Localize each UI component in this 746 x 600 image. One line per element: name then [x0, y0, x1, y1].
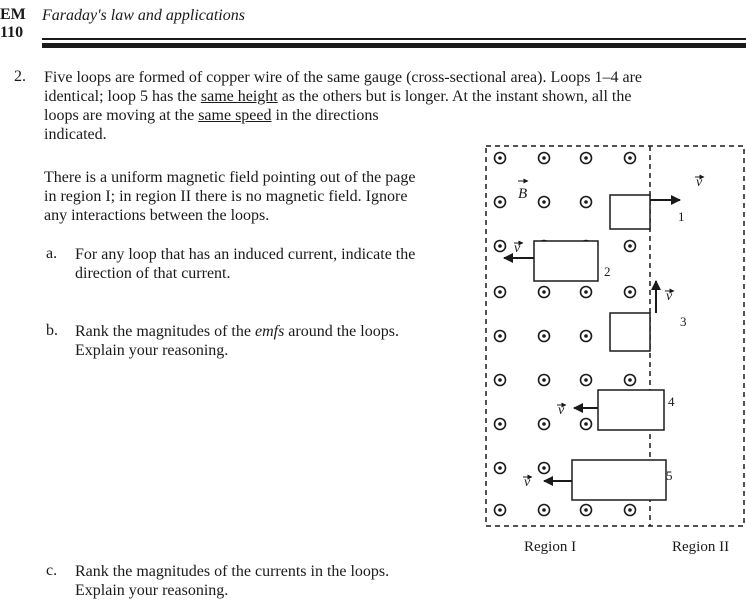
course-code-line1: EM — [0, 6, 26, 23]
loop-4-label: 4 — [668, 394, 675, 409]
intro-line-3 — [44, 106, 379, 125]
intro-line-3-pre: loops are moving at the — [44, 107, 199, 124]
loops-figure — [484, 140, 746, 560]
part-a-line-1: For any loop that has an induced current, indicate the — [75, 246, 416, 263]
field-label: B — [518, 186, 528, 202]
field-dot-center — [542, 422, 546, 426]
region-ii-label: Region II — [672, 539, 730, 555]
intro-line-2-pre: identical; loop 5 has the — [44, 88, 201, 105]
field-dot-center — [498, 290, 502, 294]
part-b-line-1-post: around the loops. — [284, 323, 399, 340]
loop-4-velocity-label: v — [558, 403, 565, 418]
field-dot-center — [542, 290, 546, 294]
field-dot-center — [498, 466, 502, 470]
field-dot-center — [542, 334, 546, 338]
field-dot-center — [498, 334, 502, 338]
loop-5-velocity-label: v — [524, 475, 531, 490]
field-dot-center — [498, 422, 502, 426]
field-dot-center — [584, 378, 588, 382]
loop-3-label: 3 — [680, 314, 687, 329]
loop-2-velocity-label: v — [514, 241, 521, 256]
field-dot-center — [584, 290, 588, 294]
intro-line-1: Five loops are formed of copper wire of the same gauge (cross-sectional area). Loops 1–4 are — [44, 69, 642, 86]
loop-5 — [572, 460, 666, 500]
field-dot-center — [584, 422, 588, 426]
loop-5-label: 5 — [666, 468, 673, 483]
field-dot-center — [584, 508, 588, 512]
part-b-label: b. — [46, 322, 58, 339]
same-speed-underlined: same speed — [198, 107, 272, 124]
loop-3-velocity-label: v — [666, 289, 673, 304]
field-line-2: in region I; in region II there is no magnetic field. Ignore — [44, 188, 408, 205]
field-dot-center — [498, 156, 502, 160]
loop-3 — [610, 313, 650, 351]
field-dot-center — [628, 508, 632, 512]
loop-2-label: 2 — [604, 264, 611, 279]
header-rule-thick — [42, 43, 746, 48]
field-dot-center — [542, 466, 546, 470]
loop-1 — [610, 195, 650, 229]
emfs-italic: emfs — [254, 323, 285, 340]
field-dot-center — [584, 334, 588, 338]
field-dot-center — [628, 290, 632, 294]
field-dot-center — [542, 156, 546, 160]
intro-line-2 — [44, 87, 631, 106]
field-dot-center — [542, 378, 546, 382]
field-line-1: There is a uniform magnetic field pointing out of the page — [44, 169, 416, 186]
field-dot-center — [584, 156, 588, 160]
field-line-3: any interactions between the loops. — [44, 207, 270, 224]
part-c-line-2: Explain your reasoning. — [75, 582, 229, 599]
course-code — [0, 6, 26, 42]
loop-4 — [598, 390, 664, 430]
header-title: Faraday's law and applications — [42, 7, 245, 24]
part-a-label: a. — [46, 245, 58, 262]
intro-line-2-post: as the others but is longer. At the instant shown, all the — [277, 88, 632, 105]
part-b-line-1 — [75, 322, 399, 341]
field-dot-center — [542, 508, 546, 512]
field-dot-center — [584, 200, 588, 204]
intro-line-4: indicated. — [44, 126, 107, 143]
loop-1-label: 1 — [678, 209, 685, 224]
field-dot-center — [498, 508, 502, 512]
field-dot-center — [498, 200, 502, 204]
part-c-label: c. — [46, 562, 58, 579]
part-c-line-1: Rank the magnitudes of the currents in the loops. — [75, 563, 390, 580]
intro-line-3-post: in the directions — [271, 107, 379, 124]
problem-number: 2. — [14, 68, 26, 85]
region-i-label: Region I — [524, 539, 577, 555]
field-dot-center — [542, 200, 546, 204]
field-dot-center — [628, 156, 632, 160]
header-rule-thin — [42, 38, 746, 40]
part-b-line-1-pre: Rank the magnitudes of the — [75, 323, 255, 340]
field-dot-center — [628, 378, 632, 382]
course-code-line2: 110 — [0, 24, 24, 41]
field-dot-center — [498, 378, 502, 382]
part-b-line-2: Explain your reasoning. — [75, 342, 229, 359]
part-a-line-2: direction of that current. — [75, 265, 231, 282]
field-dot-center — [498, 244, 502, 248]
same-height-underlined: same height — [200, 88, 278, 105]
field-dot-center — [628, 244, 632, 248]
loop-1-velocity-label: v — [696, 175, 703, 190]
loop-2 — [534, 241, 598, 281]
